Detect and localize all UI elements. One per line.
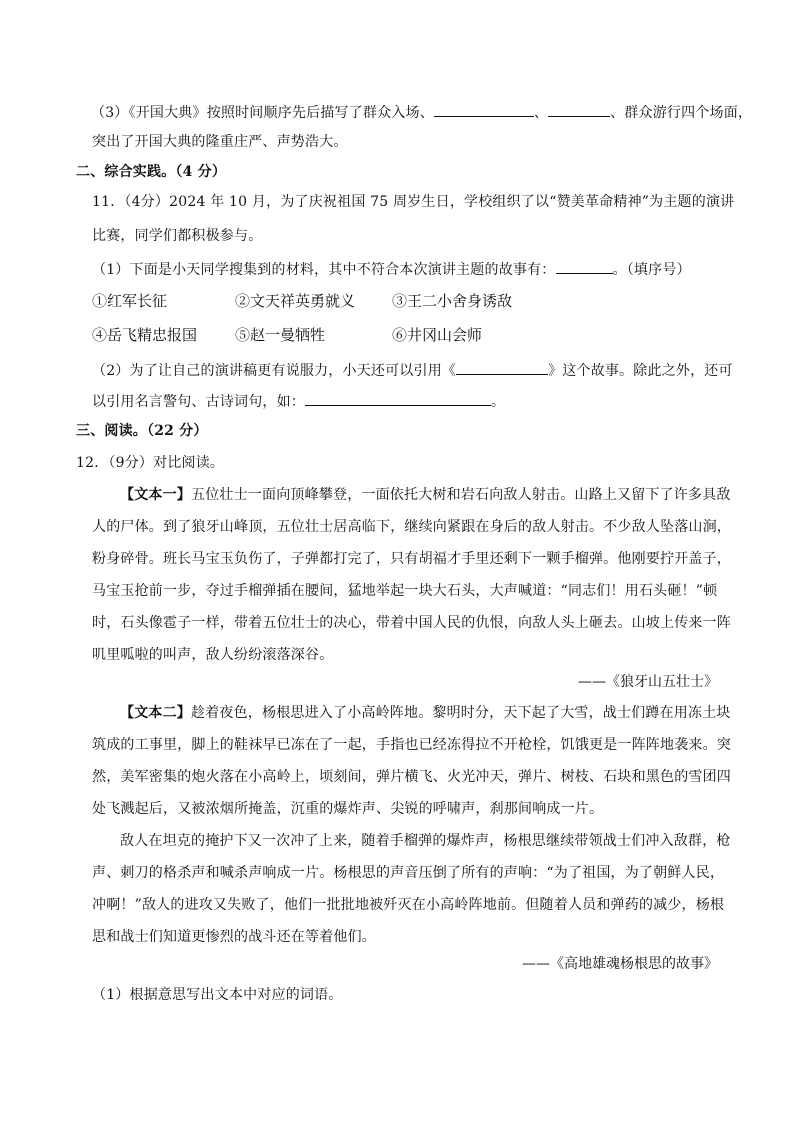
- q10-3-text-a: （3）《开国大典》按照时间顺序先后描写了群众入场、: [91, 105, 434, 121]
- q12-title: 12．（9分）对比阅读。: [76, 455, 225, 471]
- text2-p2-line3: 冲啊！”敌人的进攻又失败了，他们一批批地被歼灭在小高岭阵地前。但随着人员和弹药的减少，杨根: [92, 897, 725, 913]
- q11-sub2-line2: [92, 391, 505, 412]
- answer-blank[interactable]: [556, 259, 613, 274]
- option-1: ①红军长征: [92, 292, 168, 310]
- q10-3-line2: 突出了开国大典的隆重庄严、声势浩大。: [92, 134, 348, 150]
- text2-line2: 筑成的工事里，脚上的鞋袜早已冻在了一起，手指也已经冻得拉不开枪栓，饥饿更是一阵阵地袭来。突: [92, 737, 731, 753]
- text2-p2-line1: 敌人在坦克的掩护下又一次冲了上来，随着手榴弹的爆炸声，杨根思继续带领战士们冲入敌群，枪: [120, 833, 731, 849]
- option-4: ④岳飞精忠报国: [92, 326, 198, 344]
- q10-3-text-b: 、群众游行四个场面，: [610, 105, 753, 121]
- answer-blank[interactable]: [434, 102, 534, 117]
- text2-p2-line4: 思和战士们知道更惨烈的战斗还在等着他们。: [92, 929, 376, 945]
- q11-sub2-text-a: （2）为了让自己的演讲稿更有说服力，小天还可以引用《: [92, 363, 457, 379]
- q12-sub1: （1）根据意思写出文本中对应的词语。: [92, 987, 343, 1003]
- q11-line1: 11．（4分）2024 年 10 月，为了庆祝祖国 75 周岁生日，学校组织了以“赞美革命精神”为主题的演讲: [92, 194, 735, 210]
- text2-line4: 处飞溅起后，又被浓烟所掩盖，沉重的爆炸声、尖锐的呼啸声，刹那间响成一片。: [92, 801, 604, 817]
- q11-line2: 比赛，同学们都积极参与。: [92, 228, 263, 244]
- text2-source: ——《高地雄魂杨根思的故事》: [522, 956, 718, 972]
- q11-sub2-line2-text-b: 。: [491, 394, 506, 410]
- text1-line5: 时，石头像雹子一样，带着五位壮士的决心，带着中国人民的仇恨，向敌人头上砸去。山坡上传来一阵: [92, 615, 731, 631]
- text2-line1-text: 趁着夜色，杨根思进入了小高岭阵地。黎明时分，天下起了大雪，战士们蹲在用冻土块: [191, 705, 731, 721]
- option-3: ③王二小舍身诱敌: [392, 292, 513, 310]
- text2-line1: [120, 703, 731, 723]
- q11-sub1: [92, 259, 691, 280]
- text2-line3: 然，美军密集的炮火落在小高岭上，顷刻间，弹片横飞、火光冲天，弹片、树枝、石块和黑色的雪团四: [92, 769, 731, 785]
- text1-label: 【文本一】: [120, 487, 191, 503]
- answer-blank[interactable]: [456, 360, 548, 375]
- option-6: ⑥井冈山会师: [392, 326, 483, 344]
- option-5: ⑤赵一曼牺牲: [235, 326, 326, 344]
- section-3-title: 三、阅读。（22 分）: [76, 423, 208, 439]
- q10-3-sep: 、: [533, 105, 549, 121]
- q11-sub2-text-b: 》这个故事。除此之外，还可: [548, 363, 733, 379]
- text1-line2: 人的尸体。到了狼牙山峰顶，五位壮士居高临下，继续向紧跟在身后的敌人射击。不少敌人坠落山涧，: [92, 519, 731, 535]
- q11-sub2-line2-text-a: 以引用名言警句、古诗词句，如：: [92, 394, 305, 410]
- q11-sub1-text-b: 。（填序号）: [612, 262, 691, 278]
- answer-blank[interactable]: [305, 391, 491, 406]
- text1-source: ——《狼牙山五壮士》: [578, 674, 718, 690]
- text1-line1: [120, 485, 731, 505]
- answer-blank[interactable]: [548, 102, 610, 117]
- text1-line1-text: 五位壮士一面向顶峰攀登，一面依托大树和岩石向敌人射击。山路上又留下了许多具敌: [191, 487, 731, 503]
- q11-sub1-text-a: （1）下面是小天同学搜集到的材料，其中不符合本次演讲主题的故事有：: [92, 262, 556, 278]
- option-2: ②文天祥英勇就义: [235, 292, 356, 310]
- q10-3-line1: [91, 102, 752, 123]
- text1-line6: 叽里呱啦的叫声，敌人纷纷滚落深谷。: [92, 647, 334, 663]
- section-2-title: 二、综合实践。（4 分）: [76, 164, 227, 180]
- text2-label: 【文本二】: [120, 705, 191, 721]
- q11-sub2-line1: [92, 360, 733, 381]
- text1-line4: 马宝玉抢前一步，夺过手榴弹插在腰间，猛地举起一块大石头，大声喊道：“同志们！用石头砸！”顿: [92, 583, 718, 599]
- text2-p2-line2: 声、刺刀的格杀声和喊杀声响成一片。杨根思的声音压倒了所有的声响：“为了祖国，为了朝鲜人民，: [92, 865, 725, 881]
- text1-line3: 粉身碎骨。班长马宝玉负伤了，子弹都打完了，只有胡福才手里还剩下一颗手榴弹。他刚要拧开盖子，: [92, 551, 731, 567]
